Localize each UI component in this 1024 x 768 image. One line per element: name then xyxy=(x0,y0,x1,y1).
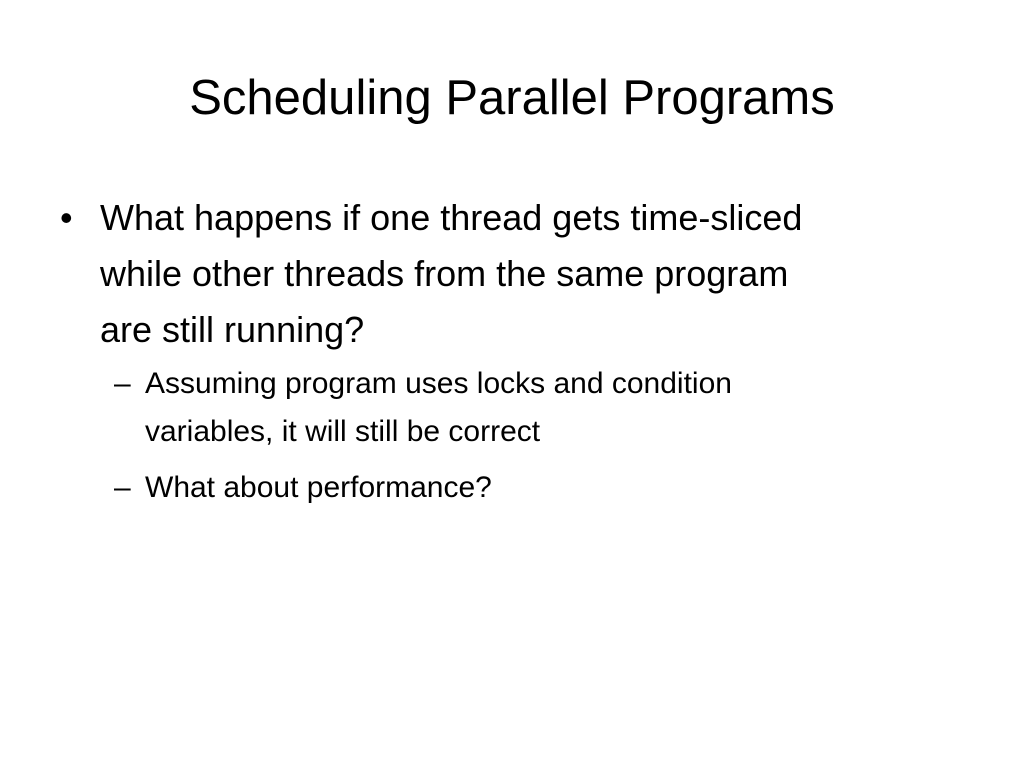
subbullet-text xyxy=(145,360,965,456)
bullet-line: while other threads from the same program xyxy=(100,253,789,294)
subbullet-line: variables, it will still be correct xyxy=(145,415,541,448)
bullet-marker: • xyxy=(60,197,73,238)
subbullet-text xyxy=(145,464,965,512)
subbullet-marker: – xyxy=(114,471,131,504)
bullet-text xyxy=(100,190,960,358)
bullet-line: What happens if one thread gets time-sliced xyxy=(100,197,803,238)
subbullet-line: Assuming program uses locks and condition xyxy=(145,367,732,400)
subbullet-marker: – xyxy=(114,367,131,400)
subbullet-line: What about performance? xyxy=(145,471,492,504)
slide-title: Scheduling Parallel Programs xyxy=(189,71,835,125)
bullet-line: are still running? xyxy=(100,309,365,350)
